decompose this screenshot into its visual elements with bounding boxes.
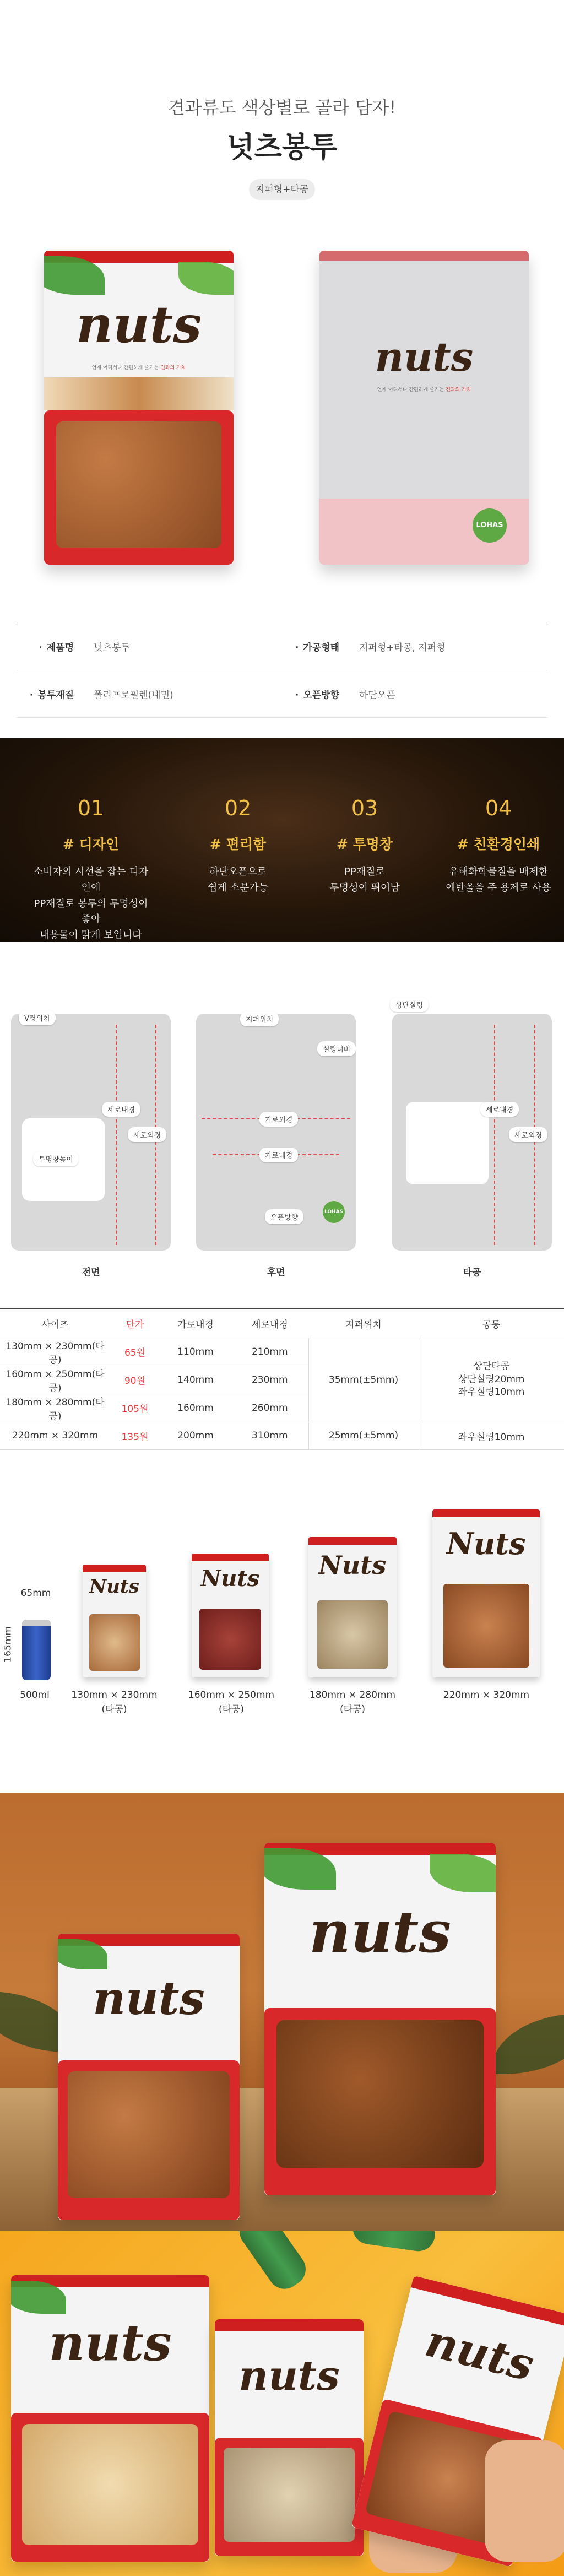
can-volume-label: 500ml [20, 1690, 50, 1701]
feature-item [177, 796, 299, 896]
label-inner-width: 가로내경 [259, 1148, 298, 1162]
guide-line [116, 1025, 117, 1245]
feature-name: # 디자인 [62, 836, 120, 852]
zipper-strip [319, 251, 529, 261]
col-header: 세로내경 [231, 1309, 308, 1338]
bag-photo-almond: nuts [351, 2276, 564, 2567]
can-height-label: 165mm [2, 1626, 14, 1663]
feature-name: # 편리함 [209, 836, 267, 852]
guide-line [494, 1025, 495, 1245]
dimension-diagrams [0, 986, 564, 1295]
bag-xlarge: Nuts [432, 1509, 540, 1677]
size-price-table [0, 1308, 564, 1450]
lifestyle-photo-2 [0, 2231, 564, 2576]
col-header: 지퍼위치 [308, 1309, 419, 1338]
soda-can-image [22, 1620, 51, 1680]
caption-back: 후면 [267, 1267, 285, 1278]
transparent-window [406, 1102, 489, 1184]
common-spec-cell: 상단타공 상단실링20mm 좌우실링10mm [419, 1338, 564, 1422]
feature-name: # 투명창 [336, 836, 393, 852]
diagram-hole [392, 1002, 552, 1251]
size-comparison [0, 1498, 564, 1719]
col-header: 사이즈 [0, 1309, 110, 1338]
diagram-front [11, 1014, 171, 1251]
page-title: 넛츠봉투 [226, 131, 338, 164]
bag-photo-large: nuts [264, 1843, 496, 2195]
feature-name: # 친환경인쇄 [457, 836, 540, 852]
spec-value: 지퍼형+타공, 지퍼형 [359, 642, 446, 653]
lohas-badge: LOHAS [473, 508, 507, 543]
lohas-badge: LOHAS [323, 1201, 345, 1223]
bottle-decoration [351, 2231, 437, 2253]
can-width-label: 65mm [20, 1588, 51, 1599]
caption-front: 전면 [82, 1267, 100, 1278]
col-header: 공통 [419, 1309, 564, 1338]
label-outer-height: 세로외경 [509, 1127, 547, 1142]
red-bottom-panel [44, 410, 234, 565]
table-header-row [0, 1309, 564, 1338]
label-inner-height: 세로내경 [480, 1102, 519, 1117]
table-row: 180mm × 280mm(타공) 105원 160mm 260mm [0, 1394, 564, 1422]
bag-size-label: 160mm × 250mm (타공) [188, 1690, 275, 1715]
label-sealing-width: 실링너비 [317, 1041, 356, 1056]
spec-key: · 제품명 [17, 640, 94, 653]
spec-row [17, 670, 547, 718]
bag-tagline-back: 언제 어디서나 간편하게 즐기는 견과의 가치 [377, 387, 471, 393]
label-inner-height: 세로내경 [102, 1102, 140, 1117]
diagram-back [196, 1014, 356, 1251]
spec-key: · 가공형태 [282, 640, 359, 653]
bag-large: Nuts [308, 1537, 397, 1677]
label-zip-position: 지퍼위치 [240, 1011, 279, 1026]
mixed-nuts-band [44, 377, 234, 410]
label-outer-width: 가로외경 [259, 1112, 298, 1127]
plant-decoration [492, 2014, 564, 2074]
table-row: 160mm × 250mm(타공) 90원 140mm 230mm [0, 1366, 564, 1394]
bag-logo-back: nuts [375, 333, 474, 380]
bag-tagline: 언제 어디서나 간편하게 즐기는 견과의 가치 [91, 365, 186, 371]
feature-number: 03 [351, 796, 378, 820]
bag-front-image [44, 251, 234, 565]
feature-item [30, 796, 151, 944]
hand-image [485, 2440, 564, 2562]
bag-small: Nuts [83, 1565, 146, 1677]
spec-key: · 오픈방향 [282, 687, 359, 701]
feature-number: 01 [77, 796, 105, 820]
leaf-decoration [178, 262, 234, 295]
hero-subtitle: 견과류도 색상별로 골라 담자! [167, 97, 397, 118]
features-banner [0, 738, 564, 942]
lifestyle-photo-1 [0, 1793, 564, 2231]
spec-value: 하단오픈 [359, 690, 395, 701]
bag-size-label: 130mm × 230mm (타공) [71, 1690, 158, 1715]
bag-logo: nuts [75, 295, 202, 354]
feature-desc: PP재질로 투명성이 뛰어남 [329, 866, 400, 894]
bag-photo-peanut: nuts [11, 2275, 209, 2562]
feature-number: 02 [224, 796, 252, 820]
bag-back-image [319, 251, 529, 565]
spec-table [17, 623, 547, 718]
hero-section [0, 0, 564, 606]
col-header: 가로내경 [160, 1309, 231, 1338]
col-header: 단가 [110, 1309, 160, 1338]
table-row: 220mm × 320mm 135원 200mm 310mm 25mm(±5mm) 좌우실링10mm [0, 1422, 564, 1449]
feature-number: 04 [485, 796, 512, 820]
feature-item [438, 796, 559, 896]
label-open-direction: 오픈방향 [265, 1209, 303, 1224]
spec-value: 넛츠봉투 [94, 642, 130, 653]
bag-medium: Nuts [192, 1554, 269, 1677]
type-badge: 지퍼형+타공 [249, 179, 315, 200]
feature-desc: 유해화학물질을 배제한 에탄올을 주 용제로 사용 [446, 866, 551, 894]
bag-size-label: 180mm × 280mm (타공) [309, 1690, 396, 1715]
label-outer-height: 세로외경 [128, 1127, 166, 1142]
caption-hole: 타공 [463, 1267, 481, 1278]
bottle-decoration [233, 2231, 312, 2296]
feature-desc: 소비자의 시선을 잡는 디자인에 PP재질로 봉투의 투명성이 좋아 내용물이 맑게 보입니다 [33, 866, 149, 941]
bag-photo-small: nuts [58, 1934, 240, 2220]
spec-key: · 봉투재질 [17, 687, 94, 701]
label-window-height: 투명창높이 [33, 1151, 79, 1166]
bag-photo-seed: nuts [215, 2319, 364, 2556]
label-v-cut: V컷위치 [19, 1010, 56, 1025]
label-top-sealing: 상단실링 [390, 997, 429, 1012]
table-row: 130mm × 230mm(타공) 65원 110mm 210mm 35mm(±5mm) 상단타공 상단실링20mm 좌우실링10mm [0, 1338, 564, 1366]
feature-item [304, 796, 425, 896]
feature-desc: 하단오픈으로 쉽게 소분가능 [207, 866, 269, 894]
almond-window [56, 421, 221, 548]
bag-size-label: 220mm × 320mm [443, 1690, 530, 1701]
spec-value: 폴리프로필렌(내면) [94, 690, 173, 701]
spec-row [17, 623, 547, 670]
